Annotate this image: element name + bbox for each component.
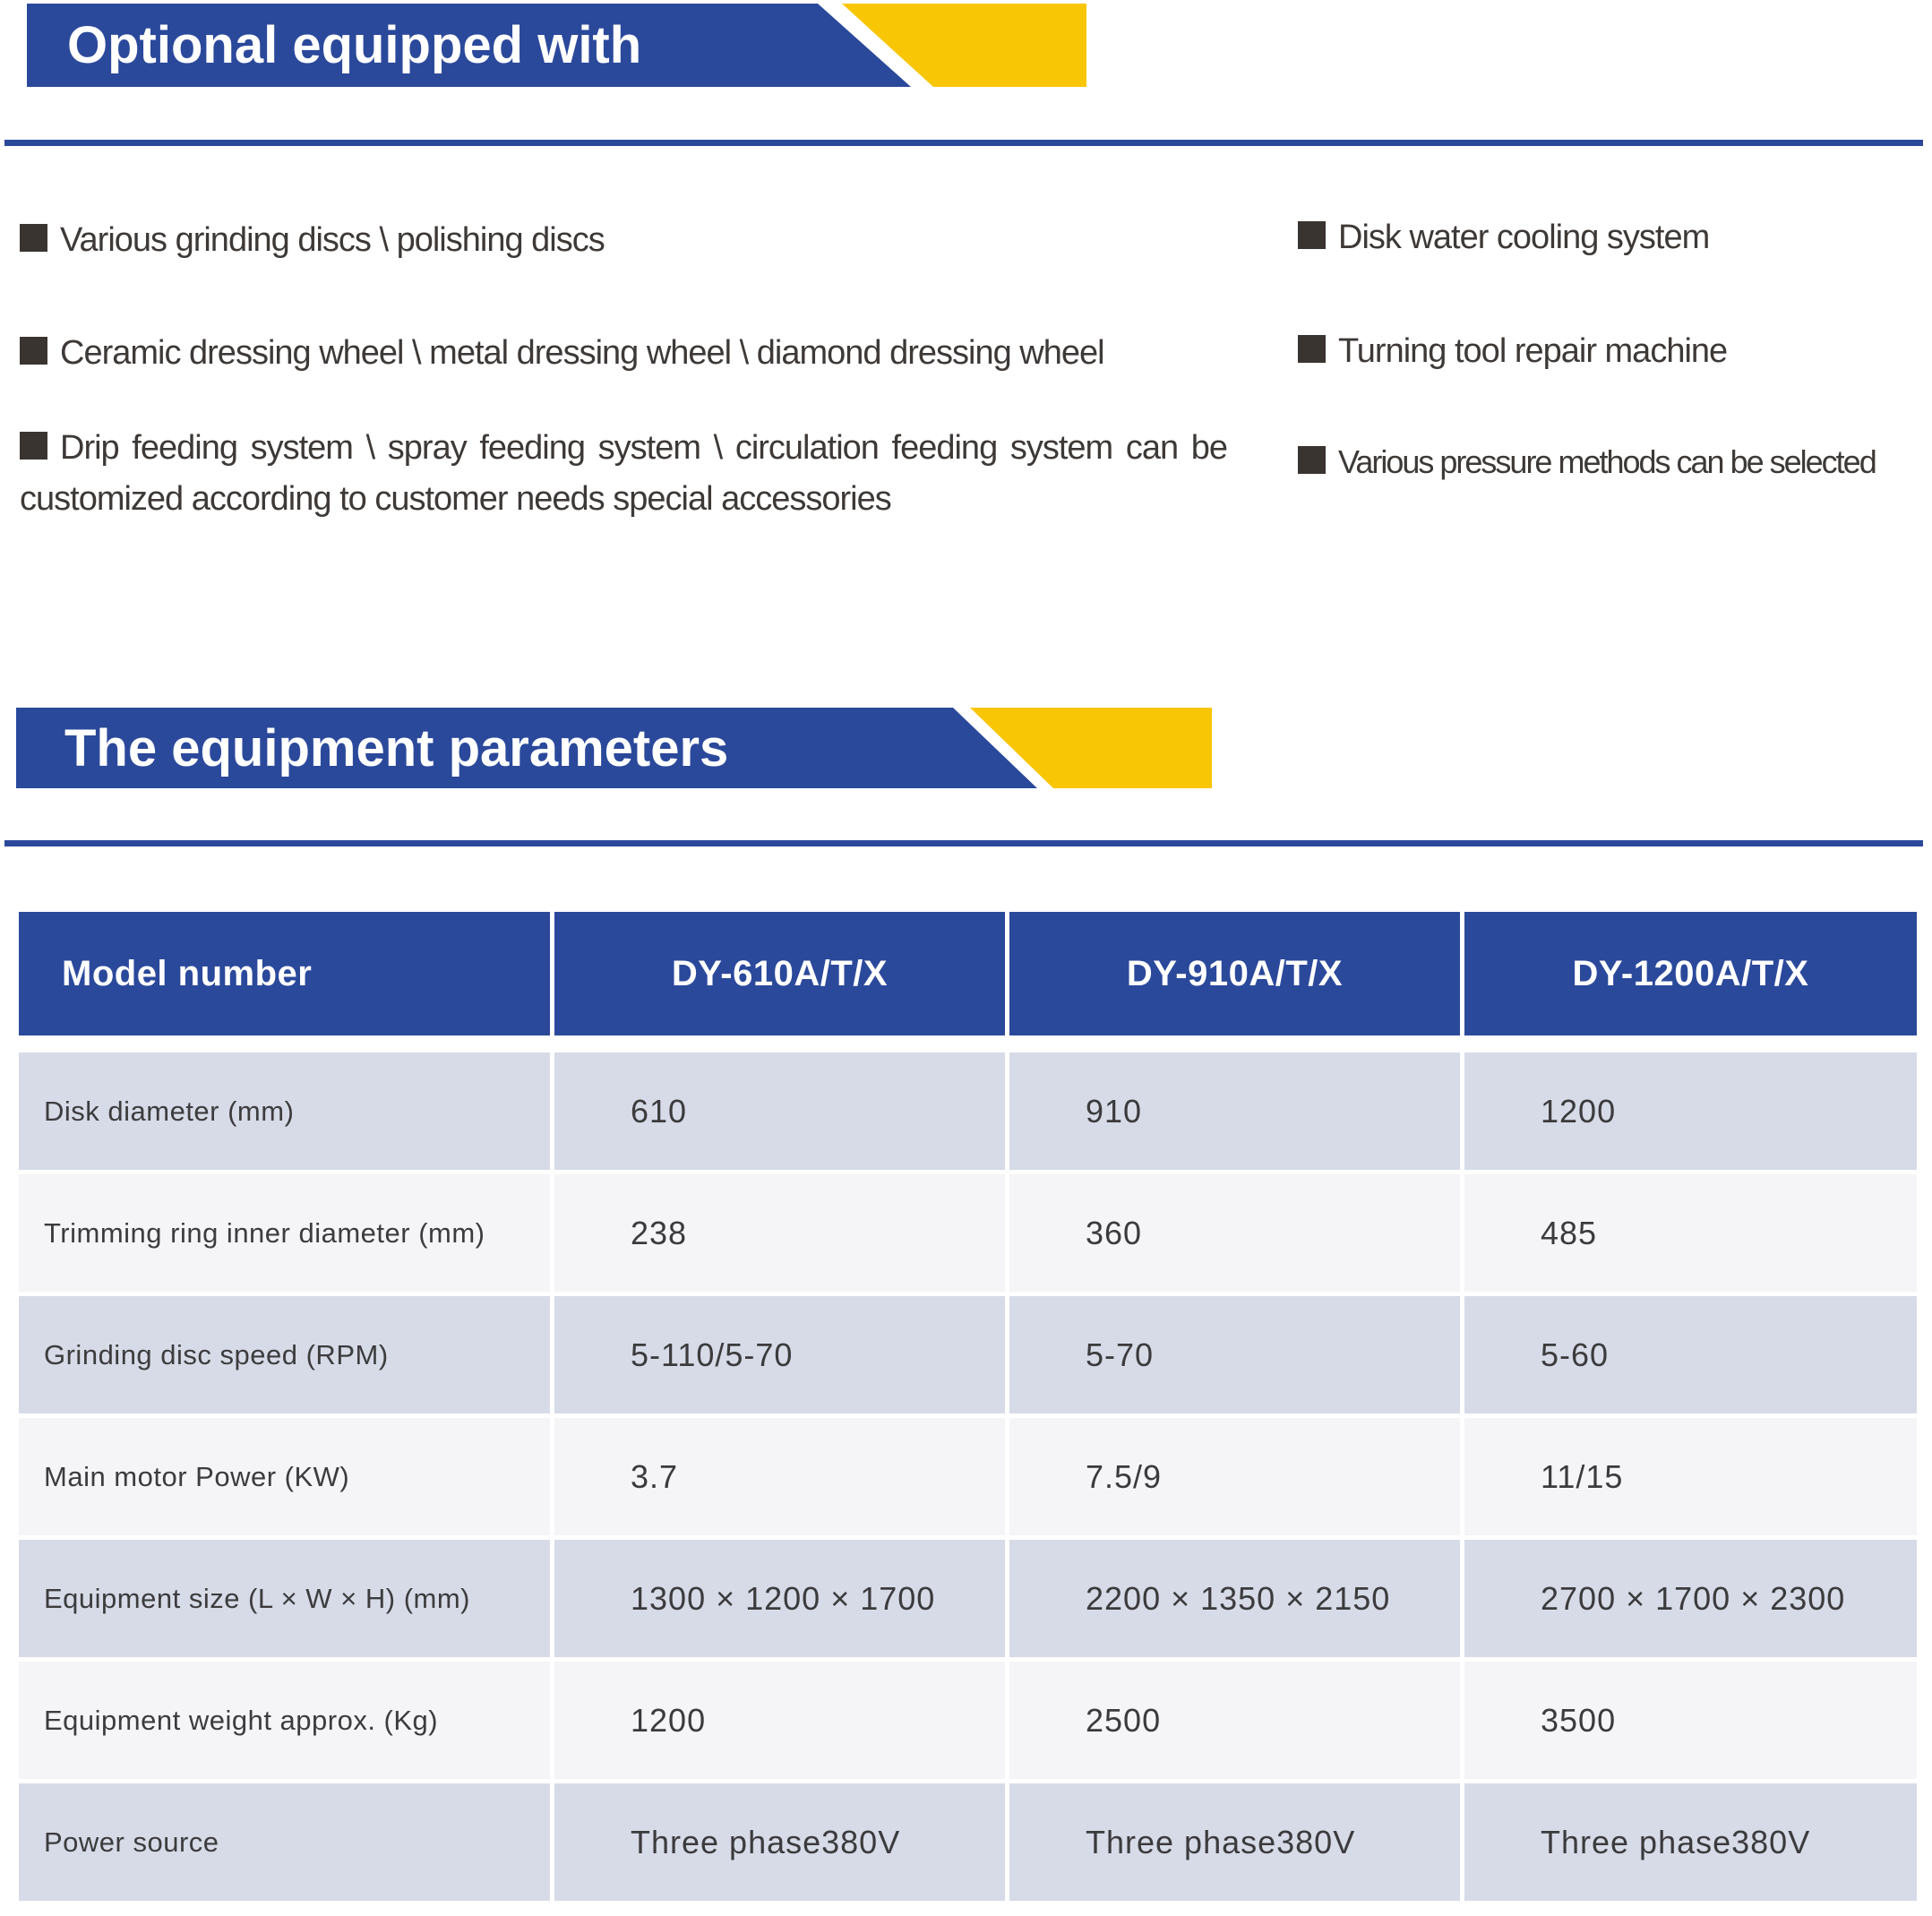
section-banner-parameters (16, 708, 1212, 788)
bullet-square-icon (1298, 446, 1326, 474)
row-label: Main motor Power (KW) (19, 1418, 550, 1535)
list-item (1298, 212, 1709, 263)
row-value: 5-70 (1009, 1296, 1460, 1413)
row-value: Three phase380V (1009, 1783, 1460, 1901)
divider-rule (4, 140, 1923, 146)
row-value: 2200 × 1350 × 2150 (1009, 1540, 1460, 1657)
bullet-square-icon (1298, 335, 1326, 363)
row-value: 5-60 (1464, 1296, 1917, 1413)
row-value: 1200 (554, 1662, 1005, 1779)
row-value: 2500 (1009, 1662, 1460, 1779)
list-item-text: Drip feeding system \ spray feeding system \ circulation feeding system can be customized according to customer needs special accessories (20, 429, 1227, 518)
row-value: Three phase380V (1464, 1783, 1917, 1901)
bullet-square-icon (20, 432, 47, 460)
divider-rule (4, 840, 1923, 846)
table-header-dy-610: DY-610A/T/X (554, 912, 1005, 1035)
row-value: 360 (1009, 1174, 1460, 1292)
row-value: 1200 (1464, 1053, 1917, 1170)
bullet-square-icon (1298, 221, 1326, 249)
table-row (19, 1053, 1917, 1170)
bullet-square-icon (20, 224, 47, 252)
row-value: 610 (554, 1053, 1005, 1170)
row-value: Three phase380V (554, 1783, 1005, 1901)
table-row (19, 1296, 1917, 1413)
row-value: 3500 (1464, 1662, 1917, 1779)
list-item (1298, 326, 1727, 377)
list-item (1298, 436, 1876, 487)
table-row (19, 1174, 1917, 1292)
list-item-text: Various grinding discs \ polishing discs (60, 221, 605, 259)
row-value: 7.5/9 (1009, 1418, 1460, 1535)
equipment-parameters-table (19, 912, 1917, 1905)
section-title-optional: Optional equipped with (67, 16, 642, 74)
bullet-square-icon (20, 337, 47, 365)
row-value: 11/15 (1464, 1418, 1917, 1535)
row-value: 3.7 (554, 1418, 1005, 1535)
list-item-text: Turning tool repair machine (1338, 332, 1728, 370)
table-header-row (19, 912, 1917, 1035)
table-header-dy-1200: DY-1200A/T/X (1464, 912, 1917, 1035)
row-label: Trimming ring inner diameter (mm) (19, 1174, 550, 1292)
list-item-text: Disk water cooling system (1338, 219, 1710, 256)
list-item-text: Various pressure methods can be selected (1338, 443, 1876, 480)
table-header-dy-910: DY-910A/T/X (1009, 912, 1460, 1035)
table-row (19, 1540, 1917, 1657)
row-label: Grinding disc speed (RPM) (19, 1296, 550, 1413)
list-item (20, 423, 1227, 525)
row-label: Equipment weight approx. (Kg) (19, 1662, 550, 1779)
row-label: Disk diameter (mm) (19, 1053, 550, 1170)
row-value: 2700 × 1700 × 2300 (1464, 1540, 1917, 1657)
table-row (19, 1662, 1917, 1779)
table-row (19, 1783, 1917, 1901)
row-label: Power source (19, 1783, 550, 1901)
row-value: 238 (554, 1174, 1005, 1292)
row-value: 485 (1464, 1174, 1917, 1292)
list-item (20, 328, 1104, 379)
section-banner-optional (27, 4, 1086, 87)
row-value: 5-110/5-70 (554, 1296, 1005, 1413)
row-value: 910 (1009, 1053, 1460, 1170)
row-label: Equipment size (L × W × H) (mm) (19, 1540, 550, 1657)
list-item (20, 215, 605, 266)
list-item-text: Ceramic dressing wheel \ metal dressing wheel \ diamond dressing wheel (60, 334, 1104, 372)
section-title-parameters: The equipment parameters (64, 718, 729, 778)
table-header-model-number: Model number (19, 912, 550, 1035)
row-value: 1300 × 1200 × 1700 (554, 1540, 1005, 1657)
table-row (19, 1418, 1917, 1535)
